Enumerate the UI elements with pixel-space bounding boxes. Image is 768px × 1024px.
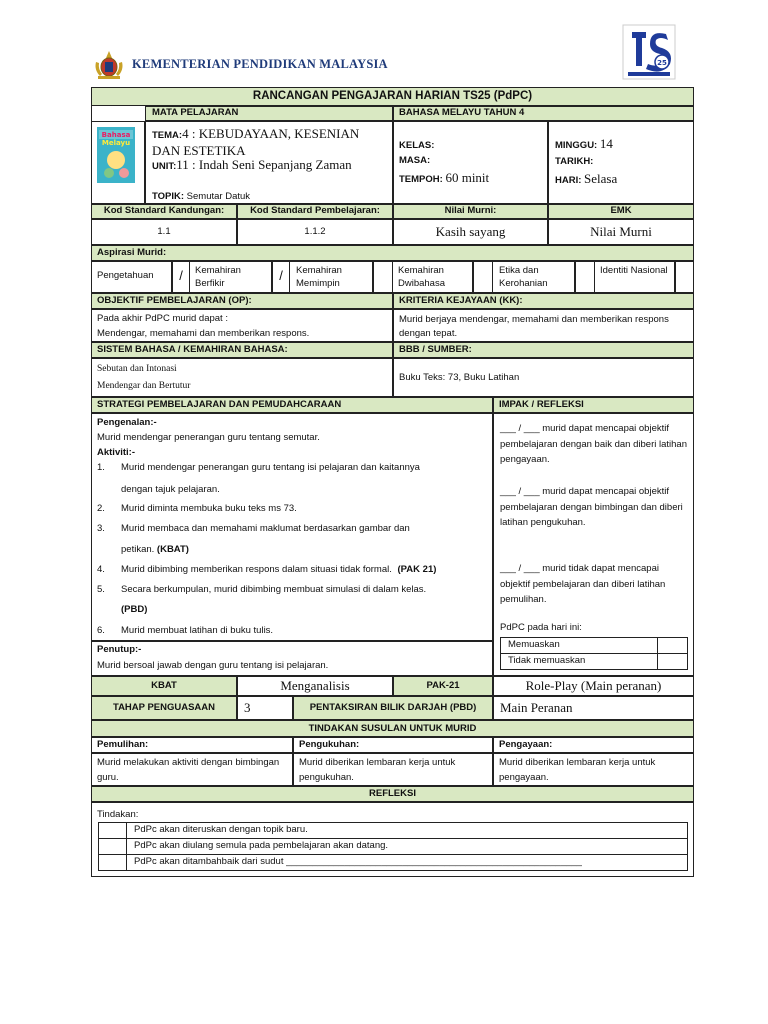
activity-tag: (PAK 21) — [397, 564, 437, 575]
pbd-label: PENTAKSIRAN BILIK DARJAH (PBD) — [293, 696, 493, 720]
impak-label: IMPAK / REFLEKSI — [493, 397, 694, 413]
hari-value: Selasa — [584, 171, 618, 186]
pengenalan-text: Murid mendengar penerangan guru tentang semutar. — [97, 432, 320, 443]
activity-text: Murid diminta membuka buku teks ms 73. — [121, 503, 297, 514]
refleksi-checkbox[interactable] — [99, 856, 125, 869]
activity-text: Murid dibimbing memberikan respons dalam situasi tidak formal. — [121, 564, 392, 575]
minggu-value: 14 — [599, 136, 613, 151]
activity-number: 4. — [97, 564, 105, 575]
pemulihan-label: Pemulihan: — [91, 737, 293, 753]
coat-of-arms-icon — [92, 50, 126, 80]
pak21-label: PAK-21 — [393, 676, 493, 696]
activity-text: Murid mendengar penerangan guru tentang isi pelajaran dan kaitannya — [121, 462, 420, 473]
kbat-label: KBAT — [91, 676, 237, 696]
kod-kandungan-header: Kod Standard Kandungan: — [91, 204, 237, 219]
aspirasi-item: Etika dan Kerohanian — [493, 261, 575, 293]
emk-value: Nilai Murni — [548, 219, 694, 245]
activity-text: Secara berkumpulan, murid dibimbing membuat simulasi di dalam kelas. — [121, 584, 427, 595]
aspirasi-mark[interactable] — [675, 261, 694, 293]
aspirasi-item: Kemahiran Berfikir — [190, 261, 272, 293]
activity-text: dengan tajuk pelajaran. — [121, 484, 220, 495]
svg-text:Melayu: Melayu — [101, 139, 131, 147]
refleksi-option: PdPc akan diteruskan dengan topik baru. — [134, 824, 308, 835]
aspirasi-mark[interactable]: / — [272, 261, 290, 293]
aspirasi-mark[interactable] — [575, 261, 595, 293]
form-title: RANCANGAN PENGAJARAN HARIAN TS25 (PdPC) — [91, 87, 694, 106]
masa-label: MASA: — [399, 155, 431, 166]
refleksi-checkbox[interactable] — [99, 824, 125, 837]
svg-text:25: 25 — [657, 59, 667, 67]
sistem-label: SISTEM BAHASA / KEMAHIRAN BAHASA: — [91, 342, 393, 358]
pengukuhan-cell — [293, 753, 493, 786]
pengayaan-label: Pengayaan: — [493, 737, 694, 753]
refleksi-option: PdPc akan diulang semula pada pembelajaran akan datang. — [134, 840, 389, 851]
impak-r1: ___ / ___ murid dapat mencapai objektif pembelajaran dengan baik dan diberi latihan pengayaan. — [500, 423, 687, 465]
aspirasi-item: Kemahiran Memimpin — [290, 261, 373, 293]
unit-label: UNIT: — [152, 161, 177, 172]
bahasa-melayu-book-cover-icon — [97, 127, 135, 183]
activity-number: 1. — [97, 462, 105, 473]
kriteria-cell — [393, 309, 694, 342]
mata-pelajaran-label: MATA PELAJARAN — [145, 106, 393, 121]
activity-text: Murid membuat latihan di buku tulis. — [121, 625, 274, 636]
objektif-cell — [91, 309, 393, 342]
emk-header: EMK — [548, 204, 694, 219]
tindakan-susulan-label: TINDAKAN SUSULAN UNTUK MURID — [91, 720, 694, 737]
pbd-value: Main Peranan — [493, 696, 694, 720]
pdpc-option-memuaskan[interactable]: Memuaskan — [508, 639, 560, 650]
kriteria-text: Murid berjaya mendengar, memahami dan memberikan respons dengan tepat. — [399, 314, 669, 339]
kelas-masa-cell — [393, 121, 548, 204]
pak21-value: Role-Play (Main peranan) — [493, 676, 694, 696]
activity-number: 3. — [97, 523, 105, 534]
activity-number: 2. — [97, 503, 105, 514]
pemulihan-text: Murid melakukan aktiviti dengan bimbingan guru. — [97, 757, 280, 783]
minggu-label: MINGGU: — [555, 140, 598, 151]
pdpc-label: PdPC pada hari ini: — [500, 622, 582, 633]
strategi-label: STRATEGI PEMBELAJARAN DAN PEMUDAHCARAAN — [91, 397, 493, 413]
impak-cell — [493, 413, 694, 676]
hari-label: HARI: — [555, 175, 582, 186]
nilai-murni-value: Kasih sayang — [393, 219, 548, 245]
objektif-line2: Mendengar, memahami dan memberikan respons. — [97, 328, 310, 339]
activity-tag: (KBAT) — [156, 544, 189, 555]
bbb-text: Buku Teks: 73, Buku Latihan — [399, 372, 520, 383]
activity-text: Murid membaca dan memahami maklumat berdasarkan gambar dan — [121, 523, 410, 534]
sistem-cell — [91, 358, 393, 397]
pemulihan-cell — [91, 753, 293, 786]
tarikh-label: TARIKH: — [555, 156, 594, 167]
kbat-value: Menganalisis — [237, 676, 393, 696]
pengukuhan-label: Pengukuhan: — [293, 737, 493, 753]
objektif-line1: Pada akhir PdPC murid dapat : — [97, 313, 228, 324]
aspirasi-mark[interactable]: / — [172, 261, 190, 293]
objektif-label: OBJEKTIF PEMBELAJARAN (OP): — [91, 293, 393, 309]
pdpc-option-tidak-memuaskan[interactable]: Tidak memuaskan — [508, 655, 586, 666]
svg-text:Bahasa: Bahasa — [101, 131, 131, 139]
aspirasi-mark[interactable] — [473, 261, 493, 293]
penutup-text: Murid bersoal jawab dengan guru tentang isi pelajaran. — [97, 660, 329, 671]
pengenalan-label: Pengenalan:- — [97, 417, 157, 428]
impak-r2: ___ / ___ murid dapat mencapai objektif pembelajaran dengan bimbingan dan diberi latihan pengukuhan. — [500, 486, 683, 528]
activity-number: 5. — [97, 584, 105, 595]
kelas-label: KELAS: — [399, 140, 435, 151]
minggu-hari-cell — [548, 121, 694, 204]
sistem-line2: Mendengar dan Bertutur — [97, 381, 191, 391]
page-header — [90, 48, 690, 84]
activity-text: petikan. — [121, 544, 155, 555]
tahap-value: 3 — [237, 696, 293, 720]
sistem-line1: Sebutan dan Intonasi — [97, 364, 177, 374]
pengayaan-cell — [493, 753, 694, 786]
refleksi-option: PdPc akan ditambahbaik dari sudut ________________________________________________________ — [134, 856, 582, 867]
aktiviti-label: Aktiviti:- — [97, 447, 135, 458]
topik-value: Semutar Datuk — [186, 191, 251, 202]
tindakan-label: Tindakan: — [97, 809, 139, 820]
nilai-murni-header: Nilai Murni: — [393, 204, 548, 219]
bbb-cell — [393, 358, 694, 397]
kod-pembelajaran-value: 1.1.2 — [237, 219, 393, 245]
topik-label: TOPIK: — [152, 191, 185, 202]
tema-unit-cell — [145, 121, 393, 204]
unit-value: 11 : Indah Seni Sepanjang Zaman — [176, 157, 352, 172]
refleksi-label: REFLEKSI — [91, 786, 694, 802]
aspirasi-item: Pengetahuan — [91, 261, 172, 293]
pengukuhan-text: Murid diberikan lembaran kerja untuk pengukuhan. — [299, 757, 456, 783]
ts25-logo-icon — [622, 24, 676, 80]
aspirasi-label: Aspirasi Murid: — [91, 245, 694, 261]
subject-value: BAHASA MELAYU TAHUN 4 — [393, 106, 694, 121]
activity-tag: (PBD) — [121, 604, 148, 615]
kod-pembelajaran-header: Kod Standard Pembelajaran: — [237, 204, 393, 219]
impak-r3: ___ / ___ murid tidak dapat mencapai objektif pembelajaran dan diberi latihan pemulihan. — [500, 563, 666, 605]
aspirasi-item: Identiti Nasional — [595, 261, 675, 293]
pengayaan-text: Murid diberikan lembaran kerja untuk pengayaan. — [499, 757, 656, 783]
activity-number: 6. — [97, 625, 105, 636]
penutup-label: Penutup:- — [97, 644, 142, 655]
tahap-label: TAHAP PENGUASAAN — [91, 696, 237, 720]
aspirasi-mark[interactable] — [373, 261, 393, 293]
penutup-cell — [91, 641, 493, 676]
aspirasi-item: Kemahiran Dwibahasa — [393, 261, 473, 293]
tempoh-value: 60 minit — [445, 170, 490, 185]
bbb-label: BBB / SUMBER: — [393, 342, 694, 358]
tema-value: 4 : KEBUDAYAAN, KESENIAN DAN ESTETIKA — [152, 126, 360, 158]
tema-label: TEMA: — [152, 130, 183, 141]
refleksi-checkbox[interactable] — [99, 840, 125, 853]
kriteria-label: KRITERIA KEJAYAAN (KK): — [393, 293, 694, 309]
ministry-name: KEMENTERIAN PENDIDIKAN MALAYSIA — [132, 57, 388, 71]
tempoh-label: TEMPOH: — [399, 174, 443, 185]
kod-kandungan-value: 1.1 — [91, 219, 237, 245]
book-image-cell — [91, 121, 145, 204]
strategi-cell — [91, 413, 493, 641]
